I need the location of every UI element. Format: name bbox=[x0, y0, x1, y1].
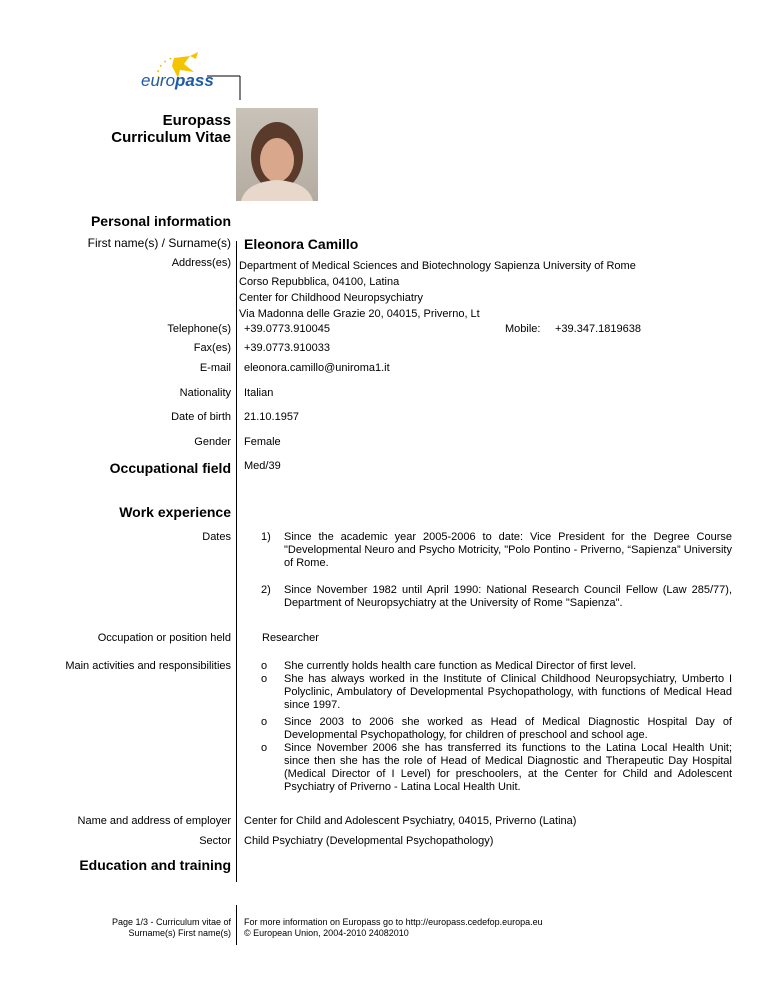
name-label: First name(s) / Surname(s) bbox=[87, 236, 231, 250]
full-name: Eleonora Camillo bbox=[244, 236, 359, 252]
telephone-label: Telephone(s) bbox=[167, 323, 231, 335]
footer-copyright-line: © European Union, 2004-2010 24082010 bbox=[244, 928, 409, 938]
mobile-value: +39.347.1819638 bbox=[555, 323, 641, 335]
activity-item: She currently holds health care function as Medical Director of first level. bbox=[284, 660, 637, 672]
profile-photo bbox=[236, 108, 318, 201]
gender-label: Gender bbox=[194, 436, 231, 448]
dob-value: 21.10.1957 bbox=[244, 411, 300, 423]
mobile-label: Mobile: bbox=[505, 323, 541, 335]
address-line: Department of Medical Sciences and Biotechnology Sapienza University of Rome bbox=[239, 260, 636, 272]
activities-label: Main activities and responsibilities bbox=[65, 660, 231, 672]
section-personal-information: Personal information bbox=[90, 213, 231, 229]
date-item-number: 2) bbox=[261, 584, 271, 596]
occupation-label: Occupation or position held bbox=[97, 632, 231, 644]
column-divider bbox=[236, 241, 237, 882]
bullet-icon: o bbox=[261, 716, 268, 728]
bullet-icon: o bbox=[261, 742, 268, 754]
email-label: E-mail bbox=[199, 362, 231, 374]
activity-item: She has always worked in the Institute of Clinical Childhood Neuropsychiatry, Umberto I Polyclinic, Ambulatory of Developmental Psychopathology, with functions of Medical Head since 1997. bbox=[284, 673, 732, 711]
section-work-experience: Work experience bbox=[119, 504, 231, 520]
employer-value: Center for Child and Adolescent Psychiatry, 04015, Priverno (Latina) bbox=[244, 815, 577, 827]
fax-label: Fax(es) bbox=[193, 342, 231, 354]
dates-label: Dates bbox=[202, 531, 231, 543]
gender-value: Female bbox=[244, 436, 281, 448]
footer-page-line: Page 1/3 - Curriculum vitae of bbox=[111, 917, 231, 927]
bullet-icon: o bbox=[261, 673, 268, 685]
logo-pass-text: pass bbox=[175, 71, 214, 90]
section-education-training: Education and training bbox=[79, 857, 231, 873]
telephone-value: +39.0773.910045 bbox=[244, 323, 330, 335]
cv-title bbox=[111, 112, 231, 146]
title-line-2: Curriculum Vitae bbox=[111, 129, 231, 146]
bullet-icon: o bbox=[261, 660, 268, 672]
date-item-text: Since November 1982 until April 1990: National Research Council Fellow (Law 285/77), Department of Neuropsychiatry at the University of Rome "Sapienza". bbox=[284, 584, 732, 609]
email-value[interactable]: eleonora.camillo@uniroma1.it bbox=[244, 362, 390, 374]
address-line: Corso Repubblica, 04100, Latina bbox=[239, 276, 400, 288]
footer-divider bbox=[236, 905, 237, 945]
nationality-label: Nationality bbox=[179, 387, 231, 399]
europass-logo bbox=[132, 50, 242, 100]
title-line-1: Europass bbox=[162, 112, 231, 129]
activity-item: Since November 2006 she has transferred its functions to the Latina Local Health Unit; since then she has the role of Head of Medical Diagnostic and Therapeutic Day Hospital (Medical Director of I Level) for preschoolers, at the Center for Child and Adolescent Psychiatry of Priverno - Latina Local Health Unit. bbox=[284, 742, 732, 793]
logo-euro-text: euro bbox=[141, 71, 176, 90]
occupational-field-value: Med/39 bbox=[244, 460, 281, 472]
date-item-number: 1) bbox=[261, 531, 271, 543]
footer-name-line: Surname(s) First name(s) bbox=[128, 928, 231, 938]
nationality-value: Italian bbox=[244, 387, 274, 399]
occupational-field-label: Occupational field bbox=[109, 460, 231, 476]
employer-label: Name and address of employer bbox=[77, 815, 231, 827]
sector-value: Child Psychiatry (Developmental Psychopathology) bbox=[244, 835, 494, 847]
activity-item: Since 2003 to 2006 she worked as Head of Medical Diagnostic Hospital Day of Developmental Psychopathology, for children of preschool and school age. bbox=[284, 716, 732, 741]
date-item-text: Since the academic year 2005-2006 to date: Vice President for the Degree Course "Developmental Neuro and Psycho Motricity, "Polo Pontino - Priverno, “Sapienza” University of Rome. bbox=[284, 531, 732, 569]
sector-label: Sector bbox=[199, 835, 231, 847]
address-label: Address(es) bbox=[171, 257, 231, 269]
fax-value: +39.0773.910033 bbox=[244, 342, 330, 354]
dob-label: Date of birth bbox=[171, 411, 231, 423]
footer-link-line[interactable]: For more information on Europass go to http://europass.cedefop.europa.eu bbox=[244, 917, 543, 927]
address-line: Center for Childhood Neuropsychiatry bbox=[239, 292, 424, 304]
footer-europass-info bbox=[244, 917, 543, 939]
footer-page-info bbox=[112, 917, 231, 939]
occupation-value: Researcher bbox=[262, 632, 319, 644]
address-block bbox=[239, 258, 636, 322]
address-line: Via Madonna delle Grazie 20, 04015, Priverno, Lt bbox=[239, 308, 480, 320]
